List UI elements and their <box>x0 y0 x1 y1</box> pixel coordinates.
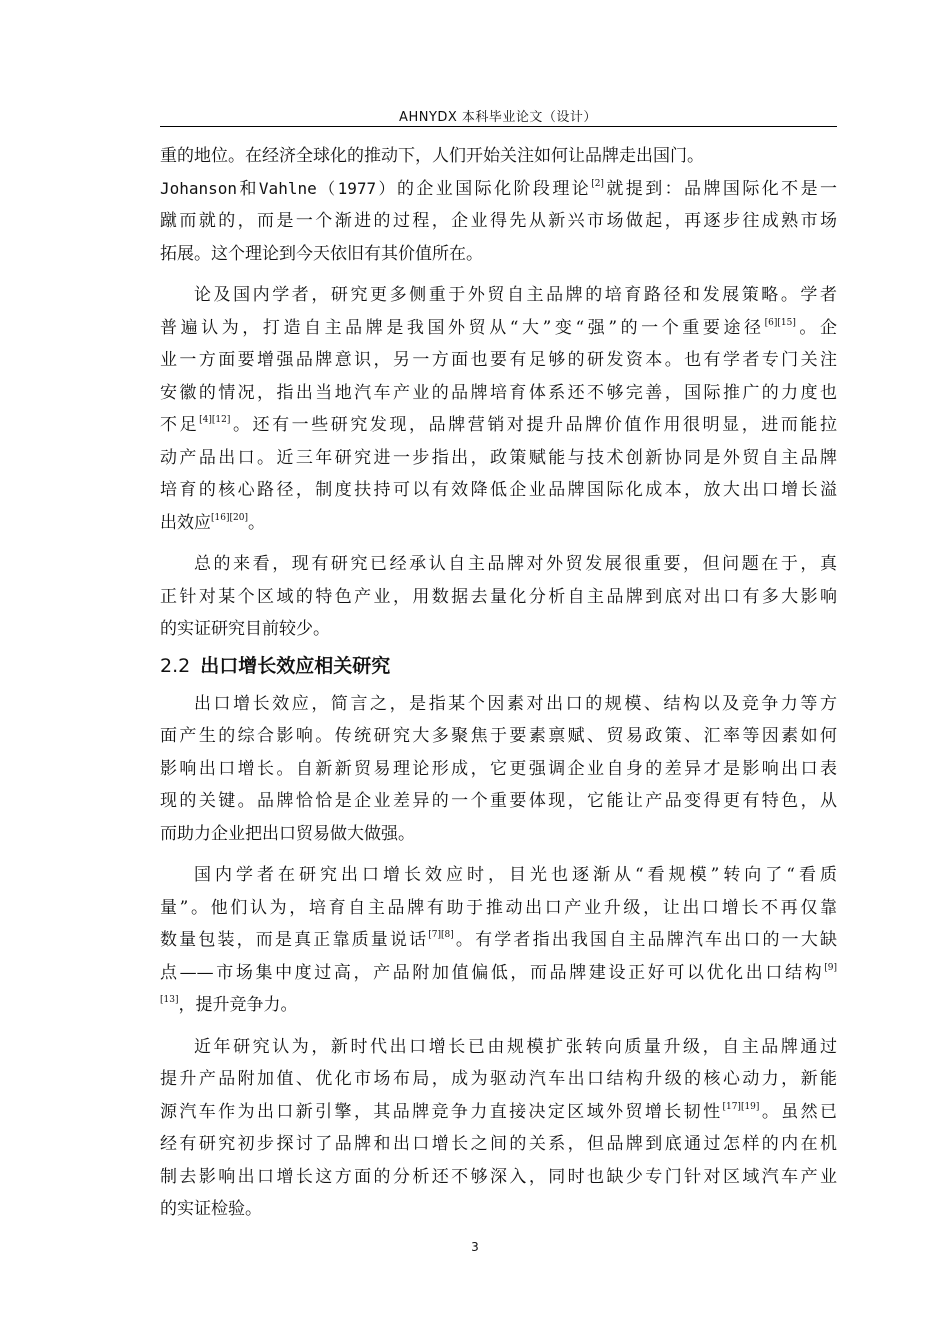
paragraph-line <box>160 173 837 206</box>
citation-reference: [16][20] <box>211 512 248 523</box>
paragraph-line <box>160 312 837 345</box>
paragraph-line: 近年研究认为，新时代出口增长已由规模扩张转向质量升级，自主品牌通过 <box>194 1036 837 1057</box>
paragraph-line: 量”。他们认为，培育自主品牌有助于推动出口产业升级，让出口增长不再仅靠 <box>160 897 837 918</box>
author-name: Vahlne（1977） <box>258 178 397 198</box>
paragraph-2 <box>160 279 837 539</box>
paragraph-line <box>160 409 837 442</box>
body-text <box>160 140 837 1226</box>
inline-text: 源汽车作为出口新引擎，其品牌竞争力直接决定区域外贸增长韧性 <box>160 1101 723 1122</box>
citation-reference: [13] <box>160 995 179 1005</box>
paragraph-line: 制去影响出口增长这方面的分析还不够深入，同时也缺少专门针对区域汽车产业 <box>160 1166 837 1187</box>
paragraph-line <box>160 1096 837 1129</box>
paragraph-5 <box>160 859 837 1022</box>
inline-text: 数量包装，而是真正靠质量说话 <box>160 930 429 950</box>
inline-text: ，提升竞争力。 <box>178 995 298 1015</box>
page-number: 3 <box>471 1240 479 1254</box>
citation-reference: [6][15] <box>764 317 796 328</box>
paragraph-line: 经有研究初步探讨了品牌和出口增长之间的关系，但品牌到底通过怎样的内在机 <box>160 1134 837 1154</box>
inline-text: 不足 <box>160 415 200 435</box>
inline-text: 。还有一些研究发现，品牌营销对提升品牌价值作用很明显，进而能拉 <box>230 415 838 435</box>
paragraph-line: 提升产品附加值、优化市场布局，成为驱动汽车出口结构升级的核心动力，新能 <box>160 1069 837 1089</box>
inline-text: 。虽然已 <box>759 1101 838 1122</box>
citation-reference: [2] <box>591 178 604 189</box>
inline-text: 普遍认为，打造自主品牌是我国外贸从“大”变“强”的一个重要途径 <box>160 317 765 338</box>
paragraph-line: 动产品出口。近三年研究进一步指出，政策赋能与技术创新协同是外贸自主品牌 <box>160 447 837 468</box>
paragraph-line <box>160 989 837 1022</box>
section-title: 出口增长效应相关研究 <box>200 654 391 677</box>
paragraph-line: 总的来看，现有研究已经承认自主品牌对外贸发展很重要，但问题在于，真 <box>194 554 837 574</box>
citation-reference: [9] <box>824 962 837 973</box>
section-number: 2.2 <box>160 654 191 677</box>
paragraph-line: 业一方面要增强品牌意识，另一方面也要有足够的研发资本。也有学者专门关注 <box>160 350 837 370</box>
paragraph-line: 培育的核心路径，制度扶持可以有效降低企业品牌国际化成本，放大出口增长溢 <box>160 480 837 500</box>
paragraph-line: 现的关键。品牌恰恰是企业差异的一个重要体现，它能让产品变得更有特色，从 <box>160 791 837 811</box>
paragraph-line: 的实证研究目前较少。 <box>160 619 330 639</box>
paragraph-line: 面产生的综合影响。传统研究大多聚焦于要素禀赋、贸易政策、汇率等因素如何 <box>160 726 837 746</box>
inline-text: 的企业国际化阶段理论 <box>396 178 592 199</box>
inline-text: 。 <box>247 512 265 533</box>
paragraph-line: 论及国内学者，研究更多侧重于外贸自主品牌的培育路径和发展策略。学者 <box>194 285 837 305</box>
paragraph-line: 国内学者在研究出口增长效应时，目光也逐渐从“看规模”转向了“看质 <box>194 865 837 885</box>
paragraph-line: 重的地位。在经济全球化的推动下，人们开始关注如何让品牌走出国门。 <box>160 146 704 166</box>
inline-text: 。有学者指出我国自主品牌汽车出口的一大缺 <box>453 930 838 950</box>
header-rule <box>160 126 837 127</box>
section-heading <box>160 650 837 682</box>
paragraph-line: 影响出口增长。自新新贸易理论形成，它更强调企业自身的差异才是影响出口表 <box>160 758 837 779</box>
running-header: AHNYDX 本科毕业论文（设计） <box>399 110 597 125</box>
citation-reference: [17][19] <box>722 1101 760 1112</box>
paragraph-4 <box>160 688 837 851</box>
citation-reference: [7][8] <box>428 930 454 940</box>
paragraph-line: 的实证检验。 <box>160 1199 262 1219</box>
paragraph-6 <box>160 1031 837 1226</box>
citation-reference: [4][12] <box>199 415 231 425</box>
paragraph-line: 安徽的情况，指出当地汽车产业的品牌培育体系还不够完善，国际推广的力度也 <box>160 382 837 403</box>
paragraph-line: 拓展。这个理论到今天依旧有其价值所在。 <box>160 243 483 264</box>
paragraph-line: 蹴而就的，而是一个渐进的过程，企业得先从新兴市场做起，再逐步往成熟市场 <box>160 211 837 231</box>
paragraph-line: 出口增长效应，简言之，是指某个因素对出口的规模、结构以及竞争力等方 <box>194 693 837 714</box>
inline-text: 点——市场集中度过高，产品附加值偏低，而品牌建设正好可以优化出口结构 <box>160 962 825 983</box>
paragraph-line <box>160 507 837 540</box>
inline-text: 就提到：品牌国际化不是一 <box>603 178 838 199</box>
author-name: Johanson <box>160 178 238 198</box>
paragraph-line <box>160 957 837 990</box>
paragraph-3 <box>160 548 837 646</box>
inline-text: 和 <box>237 178 259 199</box>
inline-text: 出效应 <box>160 512 211 533</box>
paragraph-line: 而助力企业把出口贸易做大做强。 <box>160 823 415 844</box>
paragraph-line: 正针对某个区域的特色产业，用数据去量化分析自主品牌到底对出口有多大影响 <box>160 586 837 607</box>
paragraph-line <box>160 924 837 957</box>
paragraph-1 <box>160 140 837 270</box>
inline-text: 。企 <box>795 317 838 338</box>
